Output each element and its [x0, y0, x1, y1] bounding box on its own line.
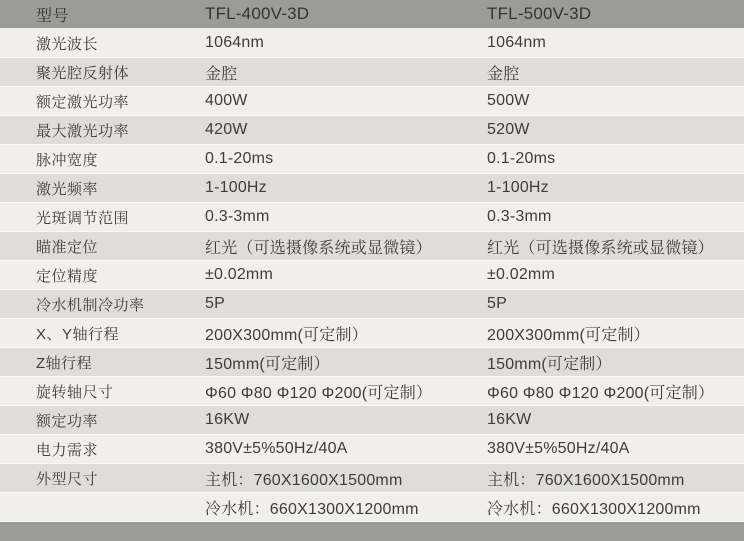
spec-value-tfl-400v-3d: 0.1-20ms — [205, 150, 274, 167]
table-row — [0, 232, 744, 261]
spec-label: 额定功率 — [36, 412, 99, 430]
spec-label: 激光频率 — [36, 180, 99, 198]
table-row — [0, 261, 744, 290]
spec-label: 旋转轴尺寸 — [36, 383, 114, 401]
spec-label: 额定激光功率 — [36, 93, 130, 111]
spec-value-tfl-400v-3d: 420W — [205, 121, 248, 138]
table-row — [0, 377, 744, 406]
footer-band — [0, 522, 744, 541]
table-row — [0, 435, 744, 464]
table-row — [0, 116, 744, 145]
spec-label: 激光波长 — [36, 35, 99, 53]
spec-value-tfl-500v-3d: 1064nm — [487, 34, 547, 51]
spec-value-tfl-400v-3d: 380V±5%50Hz/40A — [205, 440, 348, 457]
spec-value-tfl-400v-3d: 红光（可选摄像系统或显微镜） — [205, 239, 432, 257]
table-row — [0, 58, 744, 87]
spec-value-tfl-500v-3d: 金腔 — [487, 65, 520, 83]
table-header-row — [0, 0, 744, 29]
spec-value-tfl-400v-3d: 200X300mm(可定制） — [205, 326, 368, 344]
spec-value-tfl-500v-3d: 冷水机：660X1300X1200mm — [487, 500, 701, 518]
spec-value-tfl-400v-3d: Φ60 Φ80 Φ120 Φ200(可定制） — [205, 384, 433, 402]
table-row — [0, 145, 744, 174]
spec-value-tfl-500v-3d: 200X300mm(可定制） — [487, 326, 650, 344]
spec-label: 聚光腔反射体 — [36, 64, 130, 82]
spec-value-tfl-400v-3d: 150mm(可定制） — [205, 355, 330, 373]
spec-value-tfl-400v-3d: 5P — [205, 295, 225, 312]
spec-value-tfl-500v-3d: ±0.02mm — [487, 266, 555, 283]
spec-value-tfl-400v-3d: ±0.02mm — [205, 266, 273, 283]
header-model-label: 型号 — [36, 7, 70, 25]
spec-label: 瞄准定位 — [36, 238, 99, 256]
table-row — [0, 406, 744, 435]
spec-value-tfl-500v-3d: 主机：760X1600X1500mm — [487, 471, 685, 489]
spec-value-tfl-400v-3d: 0.3-3mm — [205, 208, 270, 225]
spec-value-tfl-400v-3d: 16KW — [205, 411, 250, 428]
spec-value-tfl-500v-3d: 5P — [487, 295, 507, 312]
spec-value-tfl-500v-3d: 0.3-3mm — [487, 208, 552, 225]
spec-label: 冷水机制冷功率 — [36, 296, 145, 314]
table-row — [0, 87, 744, 116]
spec-label: X、Y轴行程 — [36, 325, 120, 343]
spec-value-tfl-400v-3d: 1064nm — [205, 34, 265, 51]
spec-label: 脉冲宽度 — [36, 151, 99, 169]
table-row — [0, 319, 744, 348]
table-row — [0, 174, 744, 203]
table-row — [0, 464, 744, 493]
spec-label: Z轴行程 — [36, 354, 93, 372]
spec-value-tfl-500v-3d: 红光（可选摄像系统或显微镜） — [487, 239, 714, 257]
spec-value-tfl-400v-3d: 1-100Hz — [205, 179, 267, 196]
spec-value-tfl-500v-3d: 500W — [487, 92, 530, 109]
spec-label: 定位精度 — [36, 267, 99, 285]
spec-label: 最大激光功率 — [36, 122, 130, 140]
spec-value-tfl-500v-3d: 1-100Hz — [487, 179, 549, 196]
spec-value-tfl-500v-3d: 0.1-20ms — [487, 150, 556, 167]
spec-value-tfl-500v-3d: Φ60 Φ80 Φ120 Φ200(可定制） — [487, 384, 715, 402]
spec-label: 光斑调节范围 — [36, 209, 130, 227]
table-row — [0, 29, 744, 58]
header-model-tfl-500v-3d: TFL-500V-3D — [487, 4, 592, 23]
spec-value-tfl-500v-3d: 16KW — [487, 411, 532, 428]
spec-label: 外型尺寸 — [36, 470, 99, 488]
table-row — [0, 493, 744, 522]
spec-value-tfl-400v-3d: 冷水机：660X1300X1200mm — [205, 500, 419, 518]
spec-label: 电力需求 — [36, 441, 99, 459]
spec-value-tfl-400v-3d: 主机：760X1600X1500mm — [205, 471, 403, 489]
spec-value-tfl-400v-3d: 400W — [205, 92, 248, 109]
table-row — [0, 290, 744, 319]
table-row — [0, 203, 744, 232]
spec-value-tfl-500v-3d: 520W — [487, 121, 530, 138]
spec-value-tfl-500v-3d: 150mm(可定制） — [487, 355, 612, 373]
table-row — [0, 348, 744, 377]
spec-value-tfl-500v-3d: 380V±5%50Hz/40A — [487, 440, 630, 457]
header-model-tfl-400v-3d: TFL-400V-3D — [205, 4, 310, 23]
spec-value-tfl-400v-3d: 金腔 — [205, 65, 238, 83]
